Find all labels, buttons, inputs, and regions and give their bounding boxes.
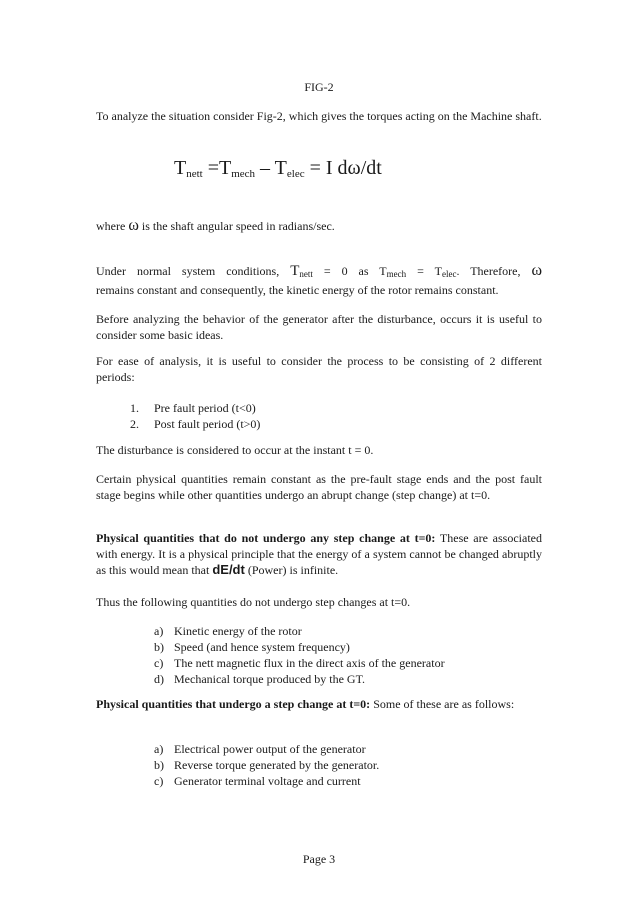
normal-sub: mech [386,269,407,279]
list-item [154,671,534,687]
list-text: Pre fault period (t<0) [154,401,256,415]
where-line [96,218,542,234]
no-step-heading: Physical quantities that do not undergo any step change at t=0: [96,531,436,545]
list-letter: a) [154,742,164,756]
step-heading: Physical quantities that undergo a step change at t=0: [96,697,371,711]
normal-term: T [290,263,300,279]
list-text: Post fault period (t>0) [154,417,261,431]
normal-sub: elec [441,269,457,279]
normal-mid: = 0 as [312,264,380,278]
before-paragraph: Before analyzing the behavior of the generator after the disturbance, occurs it is useful to consider some basic ideas. [96,312,542,342]
list-letter: b) [154,640,164,654]
normal-conditions-line [96,263,542,282]
where-post: is the shaft angular speed in radians/sec. [138,219,335,233]
list-text: Generator terminal voltage and current [174,774,361,788]
normal-pre: Under normal system conditions, [96,264,291,278]
list-letter: d) [154,672,164,686]
eq-part: =T [202,157,232,179]
torque-equation [174,156,382,186]
list-item [154,773,534,789]
list-number: 2. [130,417,139,431]
step-text: Some of these are as follows: [370,697,515,711]
list-text: Electrical power output of the generator [174,742,366,756]
list-letter: c) [154,774,164,788]
dedt-term: dE/dt [212,562,245,577]
where-pre: where [96,219,129,233]
list-item [154,757,534,773]
periods-list [130,400,530,432]
normal-term: T [379,264,387,278]
omega-symbol: ω [128,217,139,234]
step-paragraph [96,696,542,712]
omega-symbol: ω [531,262,542,279]
list-item [154,623,534,639]
figure-caption: FIG-2 [304,80,334,94]
list-text: Mechanical torque produced by the GT. [174,672,366,686]
normal-conditions-line-2: remains constant and consequently, the kinetic energy of the rotor remains constant. [96,283,499,297]
list-letter: b) [154,758,164,772]
list-item [154,639,534,655]
intro-paragraph: To analyze the situation consider Fig-2, which gives the torques acting on the Machine shaft. [96,109,542,123]
normal-post: . Therefore, [456,264,532,278]
list-letter: c) [154,656,164,670]
eq-part: – T [255,157,287,179]
list-item [130,416,530,432]
normal-sub: nett [299,269,313,279]
no-step-tail: (Power) is infinite. [244,563,339,577]
list-item [154,655,534,671]
list-text: The nett magnetic flux in the direct axis of the generator [174,656,445,670]
thus-paragraph: Thus the following quantities do not undergo step changes at t=0. [96,595,411,609]
eq-sub: nett [186,168,203,180]
page-number: Page 3 [302,852,336,866]
list-item [130,400,530,416]
normal-eq: = T [406,264,442,278]
list-item [154,741,534,757]
list-text: Kinetic energy of the rotor [174,624,302,638]
no-step-list [154,623,534,687]
list-text: Speed (and hence system frequency) [174,640,350,654]
step-list [154,741,534,789]
no-step-text: These are associated with energy. It is a physical principle that the energy of a system cannot be changed abruptly as this would mean that [96,531,542,577]
eq-part: T [174,157,187,179]
ease-paragraph: For ease of analysis, it is useful to consider the process to be consisting of 2 different periods: [96,354,542,384]
list-letter: a) [154,624,164,638]
eq-sub: elec [286,168,305,180]
no-step-paragraph [96,530,542,578]
list-text: Reverse torque generated by the generator. [174,758,380,772]
disturbance-paragraph: The disturbance is considered to occur at the instant t = 0. [96,443,374,457]
list-number: 1. [130,401,139,415]
eq-sub: mech [231,168,256,180]
eq-part: = I dω/dt [304,157,382,179]
certain-paragraph: Certain physical quantities remain constant as the pre-fault stage ends and the post fault stage begins while other quantities undergo an abrupt change (step change) at t=0. [96,472,542,502]
